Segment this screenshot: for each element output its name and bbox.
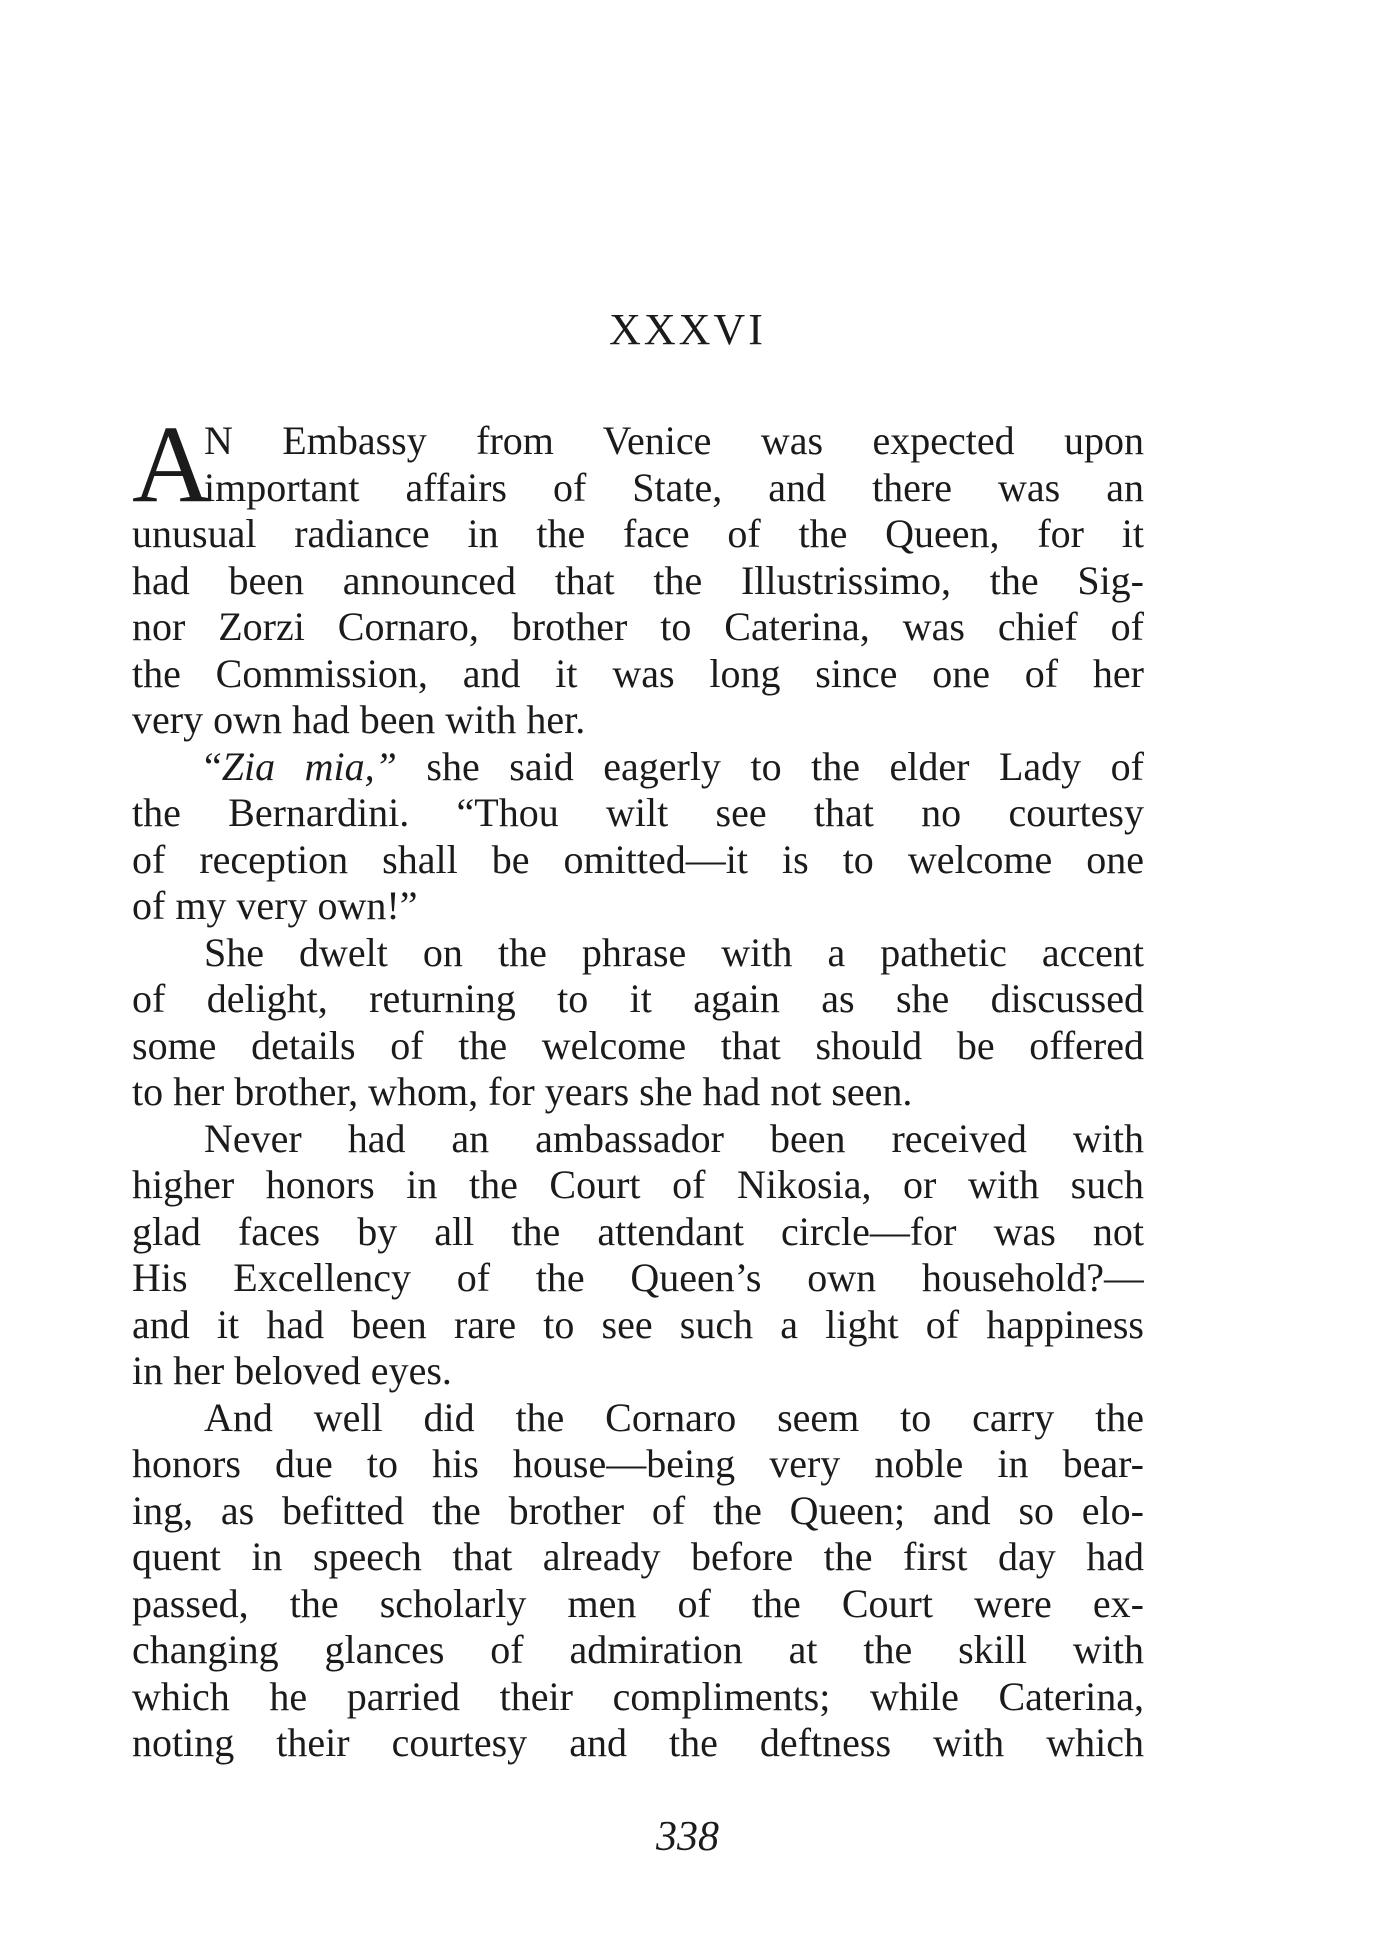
text-line: Never had an ambassador been received with <box>204 1115 1144 1161</box>
line-rest: she said eagerly to the elder Lady of <box>396 743 1144 789</box>
text-line: She dwelt on the phrase with a pathetic accent <box>204 929 1144 975</box>
text-line: the Commission, and it was long since one of her <box>132 650 1144 696</box>
text-line: ing, as befitted the brother of the Queen; and so elo- <box>132 1487 1144 1533</box>
text-line: passed, the scholarly men of the Court were ex- <box>132 1580 1144 1626</box>
page-number: 338 <box>656 1814 719 1860</box>
text-line: very own had been with her. <box>132 697 586 742</box>
chapter-heading: XXXVI <box>609 305 766 354</box>
text-line: His Excellency of the Queen’s own household?— <box>132 1255 1144 1300</box>
text-line: noting their courtesy and the deftness with which <box>132 1720 1144 1765</box>
text-line: the Bernardini. “Thou wilt see that no courtesy <box>132 790 1144 835</box>
text-line: in her beloved eyes. <box>132 1348 452 1393</box>
text-line: of delight, returning to it again as she discussed <box>132 976 1144 1021</box>
text-line: N Embassy from Venice was expected upon <box>204 418 1144 463</box>
text-line: some details of the welcome that should be offered <box>132 1022 1144 1068</box>
text-line: unusual radiance in the face of the Queen, for it <box>132 511 1144 556</box>
text-line: And well did the Cornaro seem to carry the <box>204 1394 1144 1440</box>
body-text <box>132 403 1144 1767</box>
text-line: honors due to his house—being very noble in bear- <box>132 1441 1144 1486</box>
text-line: quent in speech that already before the first day had <box>132 1534 1144 1579</box>
open-quote: “ <box>204 743 222 789</box>
text-line: higher honors in the Court of Nikosia, or with such <box>132 1162 1144 1207</box>
text-line: nor Zorzi Cornaro, brother to Caterina, was chief of <box>132 604 1144 649</box>
text-line: which he parried their compliments; while Caterina, <box>132 1673 1144 1719</box>
text-line: of reception shall be omitted—it is to welcome one <box>132 836 1144 882</box>
text-line: to her brother, whom, for years she had not seen. <box>132 1069 913 1114</box>
text-line: of my very own!” <box>132 883 418 928</box>
italic-phrase: Zia mia,” <box>221 743 397 789</box>
text-line: glad faces by all the attendant circle—for was not <box>132 1208 1144 1254</box>
text-line <box>132 744 1144 791</box>
text-line: changing glances of admiration at the skill with <box>132 1627 1144 1672</box>
text-line: and it had been rare to see such a light of happiness <box>132 1301 1144 1347</box>
text-line: had been announced that the Illustrissimo, the Sig- <box>132 557 1144 603</box>
text-line: important affairs of State, and there was an <box>204 464 1144 510</box>
drop-cap: A <box>132 403 212 525</box>
